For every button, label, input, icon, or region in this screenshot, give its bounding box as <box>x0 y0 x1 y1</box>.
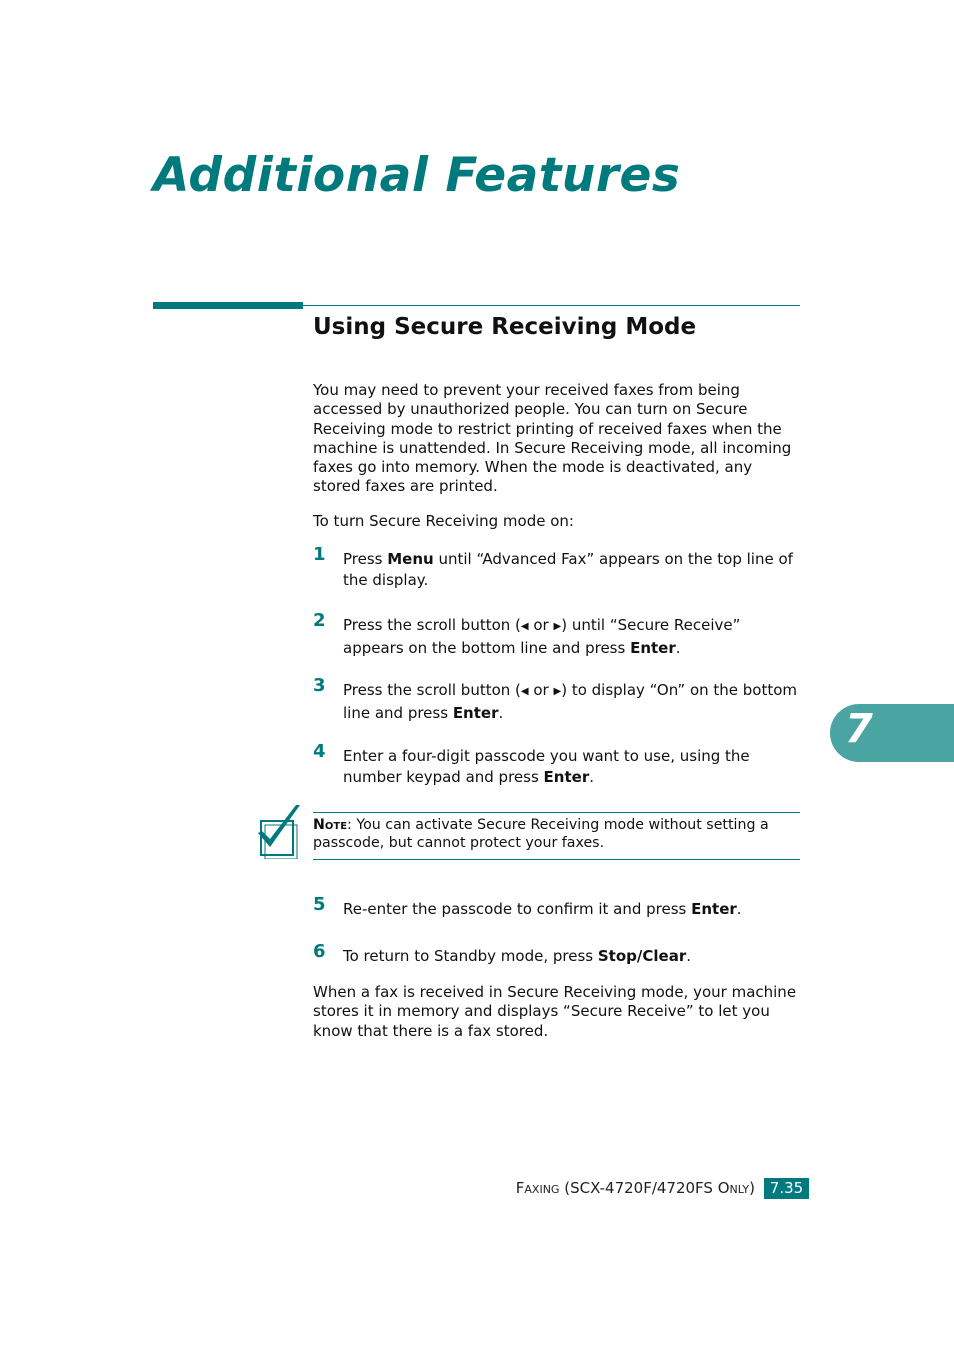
step-number: 5 <box>313 894 326 915</box>
page-number: 7.35 <box>764 1178 809 1199</box>
step-4 <box>313 741 803 787</box>
checkmark-note-icon <box>256 803 302 859</box>
step-number: 6 <box>313 941 326 962</box>
closing-paragraph: When a fax is received in Secure Receiving mode, your machine stores it in memory and displays “Secure Receive” to let you know that there is a fax stored. <box>313 983 797 1040</box>
right-triangle-icon: ▶ <box>553 686 562 697</box>
section-rule-thick <box>153 302 303 309</box>
step-1 <box>313 544 803 590</box>
step-text: To return to Standby mode, press Stop/Clear. <box>343 947 691 965</box>
step-text: Press the scroll button (◀ or ▶) until “Secure Receive” appears on the bottom line and press Enter. <box>343 616 741 657</box>
left-triangle-icon: ◀ <box>520 686 529 697</box>
note-rule-bottom <box>313 859 800 860</box>
intro-paragraph: You may need to prevent your received faxes from being accessed by unauthorized people. You can turn on Secure Receiving mode to restrict printing of received faxes when the machine is unattended. In Secure Receiving mode, all incoming faxes go into memory. When the mode is deactivated, any stored faxes are printed. <box>313 381 792 496</box>
note-label: Note <box>313 817 348 833</box>
turn-on-intro: To turn Secure Receiving mode on: <box>313 512 574 530</box>
step-text: Press Menu until “Advanced Fax” appears on the top line of the display. <box>343 550 793 589</box>
step-number: 4 <box>313 741 326 762</box>
step-number: 2 <box>313 610 326 631</box>
left-triangle-icon: ◀ <box>520 621 529 632</box>
step-number: 3 <box>313 675 326 696</box>
step-3 <box>313 675 803 723</box>
step-6 <box>313 941 803 967</box>
section-rule-thin <box>303 305 800 306</box>
step-5 <box>313 894 803 920</box>
chapter-tab-number: 7 <box>845 706 873 752</box>
note-text: Note: You can activate Secure Receiving mode without setting a passcode, but cannot protect your faxes. <box>313 817 769 851</box>
step-number: 1 <box>313 544 326 565</box>
step-text: Enter a four-digit passcode you want to use, using the number keypad and press Enter. <box>343 747 750 786</box>
section-title: Using Secure Receiving Mode <box>313 314 697 340</box>
step-text: Press the scroll button (◀ or ▶) to display “On” on the bottom line and press Enter. <box>343 681 798 722</box>
chapter-title: Additional Features <box>153 148 681 203</box>
note-rule-top <box>313 812 800 813</box>
step-text: Re-enter the passcode to confirm it and press Enter. <box>343 900 742 918</box>
right-triangle-icon: ▶ <box>553 621 562 632</box>
step-2 <box>313 610 803 658</box>
footer-label: Faxing (SCX-4720F/4720FS Only) <box>515 1179 755 1197</box>
